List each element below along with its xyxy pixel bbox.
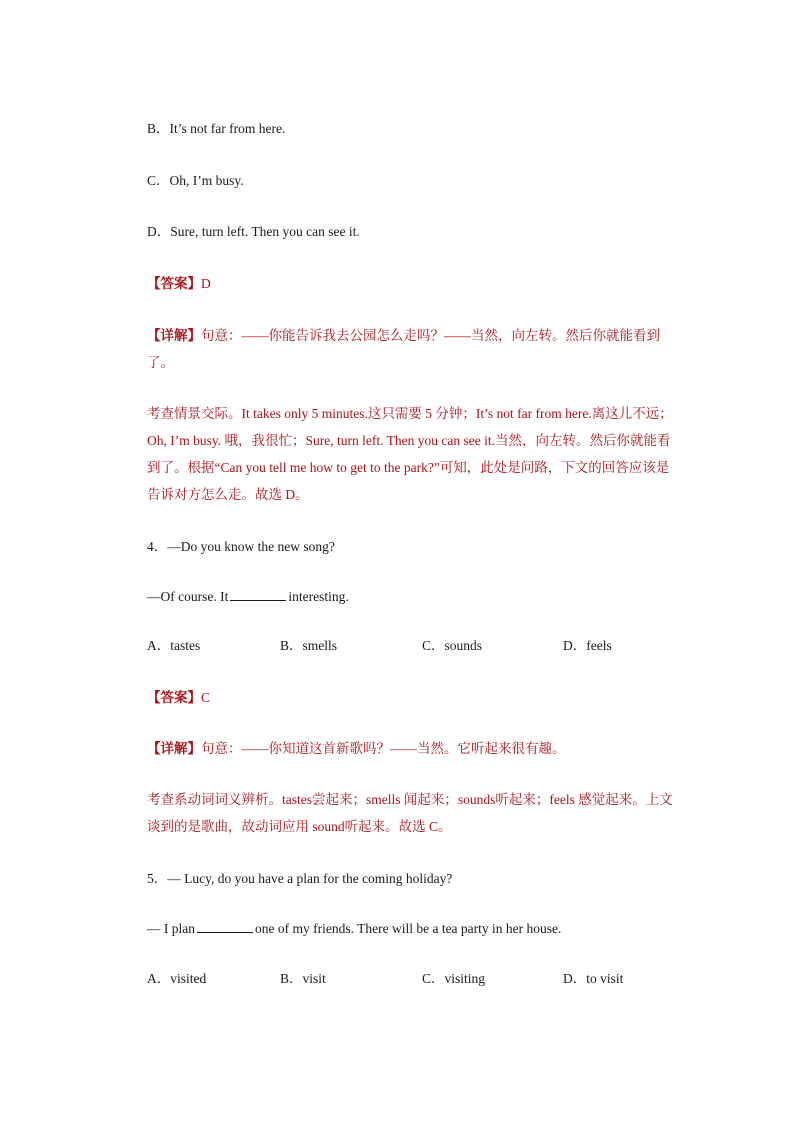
q4-option-c: C．sounds xyxy=(422,638,483,653)
q4-stem: 4．—Do you know the new song? xyxy=(147,539,335,554)
q4-analysis xyxy=(120,786,676,840)
q3-analysis xyxy=(120,400,676,508)
q5-response-pre: — I plan xyxy=(147,921,195,936)
answer-value: D xyxy=(201,276,211,291)
q3-answer xyxy=(147,274,211,294)
answer-label: 【答案】 xyxy=(147,276,201,291)
q4-option-d: D．feels xyxy=(563,638,612,653)
q5-blank xyxy=(197,921,253,933)
q4-answer xyxy=(147,688,210,708)
analysis-text: 考查情景交际。It takes only 5 minutes.这只需要 5 分钟；It’s not far from here.离这儿不远；Oh, I’m busy. 哦，我很忙；Sure, turn left. Then you can see it.当然，向左转。然后你就能看到了。根据“Can you tell me how to get to the park?”可知，此处是问路，下文的回答应该是告诉对方怎么走。故选 D。 xyxy=(147,406,673,502)
answer-label: 【答案】 xyxy=(147,690,201,705)
q3-option-b: B．It’s not far from here. xyxy=(147,121,286,136)
q5-option-d: D．to visit xyxy=(563,971,624,986)
q4-response xyxy=(147,587,349,607)
detail-label: 【详解】 xyxy=(147,741,201,756)
q4-response-post: interesting. xyxy=(288,589,349,604)
q5-response xyxy=(147,919,561,939)
q5-option-b: B．visit xyxy=(280,971,326,986)
q4-option-a: A．tastes xyxy=(147,638,201,653)
analysis-text: 考查系动词词义辨析。tastes尝起来；smells 闻起来；sounds听起来；feels 感觉起来。上文谈到的是歌曲，故动词应用 sound听起来。故选 C。 xyxy=(147,792,673,834)
q3-option-d: D．Sure, turn left. Then you can see it. xyxy=(147,224,360,239)
q5-option-a: A．visited xyxy=(147,971,207,986)
q4-detail xyxy=(120,735,676,762)
q4-blank xyxy=(230,589,286,601)
q5-response-post: one of my friends. There will be a tea party in her house. xyxy=(255,921,562,936)
q4-option-b: B．smells xyxy=(280,638,338,653)
answer-value: C xyxy=(201,690,211,705)
q4-response-pre: —Of course. It xyxy=(147,589,229,604)
q3-option-c: C．Oh, I’m busy. xyxy=(147,173,244,188)
detail-label: 【详解】 xyxy=(147,328,201,343)
detail-text: 句意：——你知道这首新歌吗？——当然。它听起来很有趣。 xyxy=(201,741,566,756)
q3-detail xyxy=(120,322,676,376)
detail-text: 句意：——你能告诉我去公园怎么走吗？——当然，向左转。然后你就能看到了。 xyxy=(147,328,660,370)
q5-stem: 5．— Lucy, do you have a plan for the coming holiday? xyxy=(147,871,453,886)
q5-option-c: C．visiting xyxy=(422,971,486,986)
